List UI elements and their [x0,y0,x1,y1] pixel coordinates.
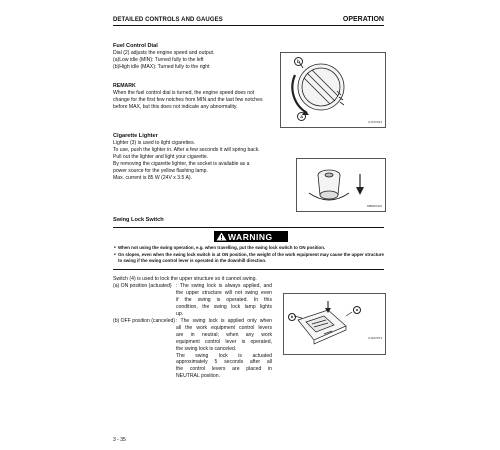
remark-text [113,90,263,111]
warning-box [113,227,384,270]
text-line: On slopes, even when the swing lock switch is at ON position, the weight of the work equipment may cause the upper structure [118,252,384,257]
warning-banner [214,231,288,242]
text-line: the swing lock is canceled. [176,345,237,352]
text-line: The swing lock is actuated [176,352,272,359]
text-line: When the fuel control dial is turned, the engine speed does not [113,90,255,96]
text-line: Pull out the lighter and light your cigarette. [113,153,209,160]
text-line: : The swing lock is applied only when [176,318,272,324]
text-line: When not using the swing operation, e.g. when travelling, put the swing lock switch to ON position. [118,245,326,250]
swing-lock-figure [283,293,386,355]
text-line: (b) OFF position (canceled) [113,318,175,324]
text-line: Switch (4) is used to lock the upper structure so it cannot swing. [113,276,257,282]
text-line: up. [176,310,184,317]
text-line: equipment control lever is operated, [176,338,272,345]
text-line: (a) ON position (actuated) [113,283,172,289]
text-line: approximately 5 seconds after all [176,359,272,366]
swing-lock-title: Swing Lock Switch [113,217,164,223]
bullet-icon: • [114,245,116,251]
text-line: condition, the swing lock lamp lights [176,303,272,310]
bullet-icon: • [114,252,116,258]
text-line: Lighter (3) is used to light cigarettes. [113,140,196,146]
text-line: Dial (2) adjusts the engine speed and output. [113,50,215,56]
text-line: (a)Low idle (MIN): Turned fully to the left [113,56,204,63]
figure-code: CJ4AT073 [368,336,382,340]
warning-label: WARNING [228,231,273,242]
text-line: all the work equipment control levers [176,324,272,331]
figure-code: MB0D0410 [366,204,382,208]
text-line: (b)High idle (MAX): Turned fully to the right [113,63,210,70]
swing-off-label [113,318,175,325]
text-line: the control levers are placed in [176,366,272,373]
text-line: change for the first few notches from MIN and the last few notches [113,96,263,103]
text-line: To use, push the lighter in. After a few seconds it will spring back. [113,146,260,153]
text-line: before MAX, but this does not indicate any abnormality. [113,103,238,110]
fuel-dial-text [113,50,214,71]
text-line: if the swing is operated. In this [176,296,272,303]
text-line: the upper structure will not swing even [176,289,272,296]
header-divider [113,25,384,26]
header-chapter-title: OPERATION [342,16,384,23]
text-line: NEUTRAL position. [176,373,220,380]
swing-on-label [113,283,172,290]
warning-item [114,245,326,251]
text-line: to swing if the swing control lever is operated in the downhill direction. [118,258,267,263]
text-line: power source for the yellow flashing lamp. [113,167,208,174]
header-section-title: DETAILED CONTROLS AND GAUGES [113,17,223,23]
callout-b: b [288,313,296,321]
fuel-dial-title: Fuel Control Dial [113,43,158,49]
cigarette-lighter-title: Cigarette Lighter [113,133,158,139]
fuel-dial-figure [280,52,386,128]
cigarette-lighter-figure [296,158,386,212]
figure-code: CJ7AT013 [368,120,382,124]
swing-lock-illustration [284,294,385,354]
callout-a: a [297,112,306,121]
cigarette-lighter-text [113,140,260,181]
text-line: : The swing lock is always applied, and [176,283,272,289]
page-number: 3 - 35 [113,437,126,443]
text-line: Max. current is 85 W (24V x 3.5 A). [113,174,192,181]
swing-off-description [176,318,272,380]
swing-on-description [176,283,272,318]
callout-a: a [353,306,361,314]
text-line: By removing the cigarette lighter, the socket is available as a [113,160,250,167]
text-line: are in neutral; when any work [176,331,272,338]
warning-triangle-icon [214,231,228,242]
warning-item [114,252,384,264]
remark-title: REMARK [113,83,136,89]
swing-lock-intro [113,276,257,283]
callout-b: b [294,57,303,66]
